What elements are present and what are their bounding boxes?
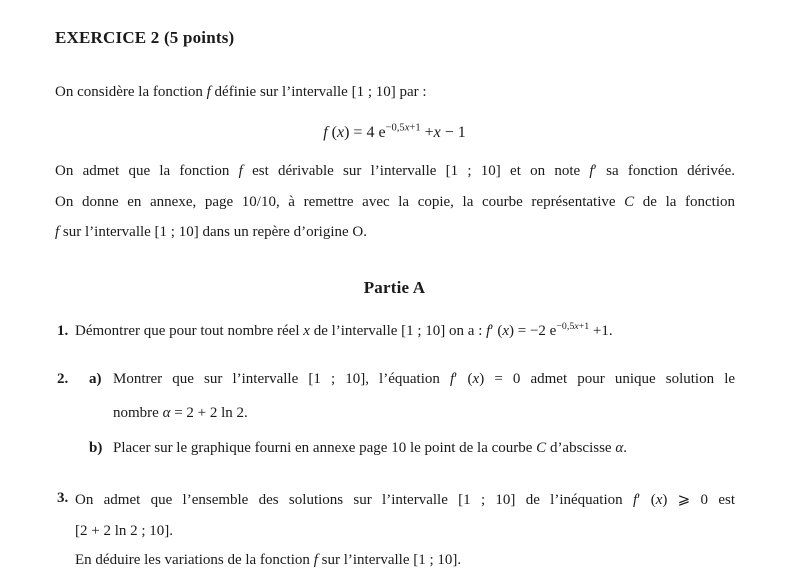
question-2a-text-line-2: nombre α = 2 + 2 ln 2. [113, 405, 248, 421]
intro-sentence: On considère la fonction f définie sur l’intervalle [1 ; 10] par : [55, 84, 427, 100]
function-formula: f (x) = 4 $e^{-0,5x+1} +x - 1$ [323, 122, 466, 141]
question-2a-text-line-1: Montrer que sur l’intervalle [1 ; 10], l’équation f′ (x) = 0 admet pour unique solution le [113, 371, 736, 387]
part-a-heading: Partie A [363, 278, 426, 297]
question-1-number: 1. [57, 323, 69, 339]
question-3-text-line-1: On admet que l’ensemble des solutions sur l’intervalle [1 ; 10] de l’inéquation f′ (x) ⩾ 0 est [75, 492, 735, 508]
question-2a-label: a) [89, 371, 102, 387]
derivable-paragraph-line-1: On admet que la fonction f est dérivable sur l’intervalle [1 ; 10] et on note f′ sa fonction dérivée. [55, 163, 735, 179]
question-1-text: Démontrer que pour tout nombre réel x de l’intervalle [1 ; 10] on a : f′ (x) = −2 $e^{-0,5x+1} +1$. [75, 321, 613, 339]
derivable-paragraph-line-3: f sur l’intervalle [1 ; 10] dans un repère d’origine O. [55, 224, 367, 240]
question-3-number: 3. [57, 490, 69, 506]
question-2b-label: b) [89, 440, 103, 456]
question-3-text-line-2: [2 + 2 ln 2 ; 10]. [75, 523, 174, 539]
question-2-number: 2. [57, 371, 69, 387]
derivable-paragraph-line-2: On donne en annexe, page 10/10, à remettre avec la copie, la courbe représentative C de la fonction [55, 194, 735, 210]
question-2b-text: Placer sur le graphique fourni en annexe page 10 le point de la courbe C d’abscisse α. [113, 440, 627, 456]
exercise-title: EXERCICE 2 (5 points) [55, 28, 235, 47]
question-3-text-line-3: En déduire les variations de la fonction f sur l’intervalle [1 ; 10]. [75, 552, 462, 568]
